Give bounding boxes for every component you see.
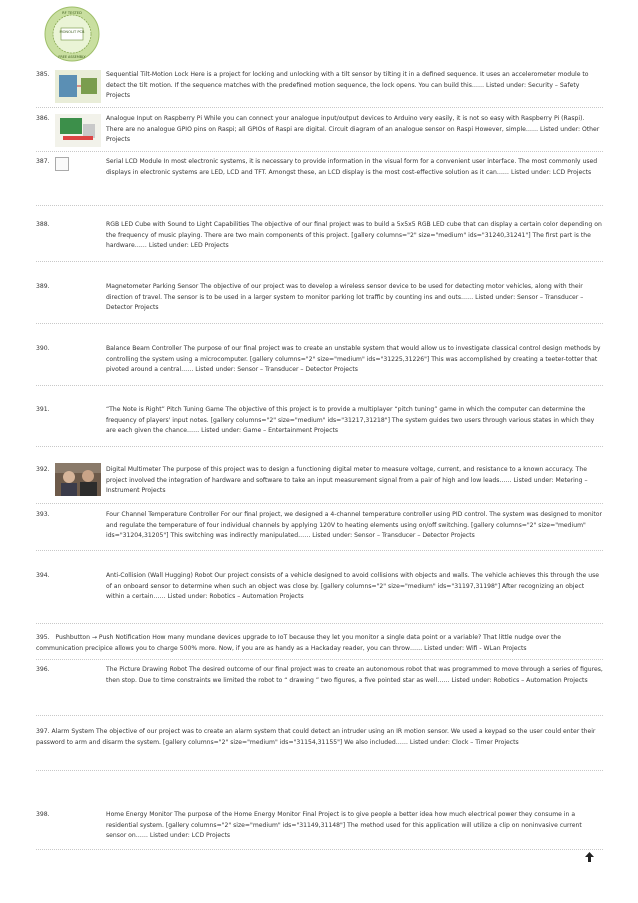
item-text[interactable]: RGB LED Cube with Sound to Light Capabilities The objective of our final project was to build a 5x5x5 RGB LED cube that can display a certain color depending on the frequency of music playing. There are two main components of this project. [gallery columns="2" size="medium" ids="31240,31241"] The first part is the hardware…… Listed under: LED Projects [106, 221, 602, 250]
project-thumbnail[interactable] [55, 114, 101, 147]
item-text[interactable]: Digital Multimeter The purpose of this project was to design a functioning digital meter to measure voltage, current, and resistance to a known accuracy. The project involved the integration of hardware and software to take an input measurement signal from a pair of high and low leads…… Listed under: Metering – Instrument Projects [106, 466, 588, 495]
item-text[interactable]: Magnetometer Parking Sensor The objective of our project was to develop a wireless sensor device to be used for detecting motor vehicles, along with their direction of travel. The sensor is to be used in a larger system to monitor parking lot traffic by counting ins and outs…… Listed under: Sensor – Transducer – Detector Projects [106, 283, 584, 312]
list-item [36, 282, 603, 316]
item-text[interactable]: Serial LCD Module In most electronic systems, it is necessary to provide information in the visual form for a convenient user interface. The most commonly used displays in electronic systems are LED, LCD and TFT. Amongst these, an LCD display is the most cost-effective solution as it can…… Listed under: LCD Projects [106, 158, 598, 176]
arrow-up-icon[interactable] [585, 852, 594, 862]
item-number: 394. [36, 572, 50, 579]
item-number: 385. [36, 71, 50, 78]
list-item [36, 220, 603, 254]
item-text[interactable]: The Picture Drawing Robot The desired outcome of our final project was to create an autonomous robot that was programmed to move through a series of figures, then stop. Due to time constraints we limited the robot to “ drawing ” two figures, a five pointed star as well…… Listed under: Robotics – Automation Projects [106, 666, 603, 684]
divider [36, 550, 603, 551]
list-item [36, 157, 603, 191]
divider [36, 446, 603, 447]
list-item [36, 344, 603, 378]
item-text[interactable]: Balance Beam Controller The purpose of our final project was to create an unstable system that would allow us to investigate classical control design methods by controlling the system using a microcomputer. [gallery columns="2" size="medium" ids="31225,31226"] This was accomplished by creating a teeter-totter that pivoted around a central…… Listed under: Sensor – Transducer – Detector Projects [106, 345, 601, 374]
certification-seal-icon [44, 6, 100, 62]
list-item [36, 633, 603, 654]
item-number: 393. [36, 511, 50, 518]
item-text[interactable]: Anti-Collision (Wall Hugging) Robot Our project consists of a vehicle designed to avoid collisions with objects and walls. The vehicle achieves this through the use of an onboard sensor to determine when such an object was close by. [gallery columns="2" size="medium" ids="31197,31198"] After recognizing an object within a certain…… Listed under: Robotics – Automation Projects [106, 572, 600, 601]
list-item [36, 70, 603, 104]
divider [36, 849, 603, 850]
divider [36, 151, 603, 152]
divider [36, 385, 603, 386]
list-item [36, 114, 603, 148]
divider [36, 261, 603, 262]
list-item [36, 665, 603, 699]
list-item [36, 571, 603, 605]
divider [36, 323, 603, 324]
badge-center-text-1: MONOLIT PCB [59, 30, 85, 34]
divider [36, 770, 603, 771]
broken-image-icon[interactable] [55, 157, 69, 171]
item-number: 398. [36, 811, 50, 818]
item-number: 397. [36, 728, 50, 735]
item-number: 390. [36, 345, 50, 352]
item-number: 391. [36, 406, 50, 413]
item-number: 392. [36, 466, 50, 473]
item-number: 396. [36, 666, 50, 673]
item-number: 386. [36, 115, 50, 122]
badge-top-text: RF TESTED [62, 11, 82, 15]
item-text[interactable]: Home Energy Monitor The purpose of the Home Energy Monitor Final Project is to give people a better idea how much electrical power they consume in a residential system. [gallery columns="2" size="medium" ids="31149,31148"] The method used for this application will utilize a clip on noninvasive current sensor on…… Listed under: LCD Projects [106, 811, 582, 840]
list-item [36, 510, 603, 544]
project-thumbnail[interactable] [55, 70, 101, 103]
divider [36, 107, 603, 108]
list-item [36, 727, 603, 748]
item-number: 395. [36, 634, 50, 641]
item-text[interactable]: Sequential Tilt-Motion Lock Here is a project for locking and unlocking with a tilt sensor by tilting it in a defined sequence. It uses an accelerometer module to detect the tilt motion. If the sequence matches with the predefined motion sequence, the lock opens. You can build this…… Listed under: Security – Safety Projects [106, 71, 589, 100]
divider [36, 659, 603, 660]
divider [36, 503, 603, 504]
list-item [36, 465, 603, 499]
item-number: 389. [36, 283, 50, 290]
project-thumbnail[interactable] [55, 463, 101, 496]
item-text[interactable]: Four Channel Temperature Controller For our final project, we designed a 4-channel temperature controller using PID control. The system was designed to monitor and regulate the temperature of four individual channels by applying 120V to heating elements using on/off switching. [gallery columns="2" size="medium" ids="31204,31205"] This switching was indirectly manipulated…… Listed under: Sensor – Transducer – Detector Projects [106, 511, 603, 540]
item-number: 388. [36, 221, 50, 228]
divider [36, 623, 603, 624]
divider [36, 715, 603, 716]
divider [36, 205, 603, 206]
item-text[interactable]: Alarm System The objective of our project was to create an alarm system that could detect an intruder using an IR motion sensor. We used a keypad so the user could enter their password to arm and disarm the system. [gallery columns="2" size="medium" ids="31154,31155"] We also included…… Listed under: Clock – Timer Projects [36, 728, 596, 746]
item-text[interactable]: “The Note is Right” Pitch Tuning Game The objective of this project is to provide a multiplayer “pitch tuning” game in which the computer can determine the frequency of players' input notes. [gallery columns="2" size="medium" ids="31217,31218"] The system guides two users through various states in which they are each given the chance…… Listed under: Game – Entertainment Projects [106, 406, 595, 435]
list-item [36, 405, 603, 439]
item-text[interactable]: Analogue Input on Raspberry Pi While you can connect your analogue input/output devices to Arduino very easily, it is not so easy with Raspberry Pi (Raspi). There are no analogue GPIO pins on Raspi; all GPIOs of Raspi are digital. Circuit diagram of an analogue sensor on Raspi However, simple…… Listed under: Other Projects [106, 115, 600, 144]
list-item [36, 810, 603, 844]
item-number: 387. [36, 158, 50, 165]
badge-bottom-text: FREE ASSEMBLY [58, 55, 86, 59]
item-text[interactable]: Pushbutton → Push Notification How many mundane devices upgrade to IoT because they let you monitor a single data point or a variable? That little nudge over the communication precipice allows you to charge 500% more. Now, if you are as handy as a Hackaday reader, you can throw…… Listed under: Wifi - WLan Projects [36, 634, 562, 652]
